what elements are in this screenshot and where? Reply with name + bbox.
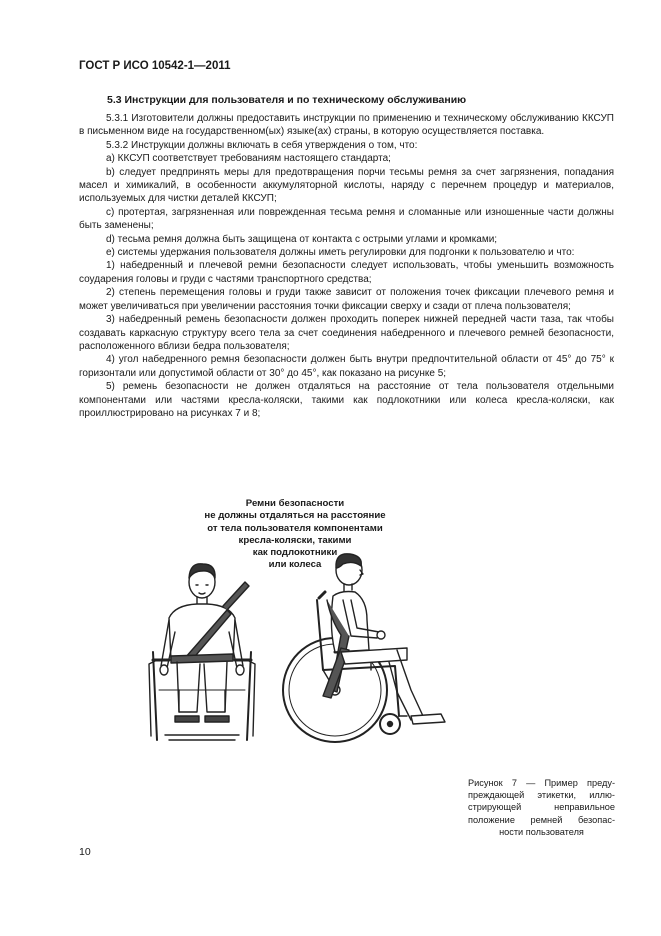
caption-line: ности пользователя bbox=[499, 826, 584, 837]
figure-label-line: как подлокотники bbox=[252, 547, 338, 559]
figure-label-line: или колеса bbox=[268, 559, 322, 571]
list-item-5: 5) ремень безопасности не должен отдаляться на расстояние от тела пользователя отдельными компонентами или частями кресла-коляски, такими как подлокотники или колеса кресла-коляски, как проиллюстрировано на рисунках 7 и 8; bbox=[79, 381, 614, 419]
list-item-a: a) ККСУП соответствует требованиям настоящего стандарта; bbox=[106, 153, 391, 165]
caption-line: положение ремней безопас- bbox=[468, 814, 615, 825]
list-item-3: 3) набедренный ремень безопасности должен проходить поперек нижней передней части таза, так чтобы создавать каркасную структуру всего тела за счет соединения набедренного и плечевого ремней безопасности, расположенного вблизи бедра пользователя; bbox=[79, 314, 614, 352]
figure-caption bbox=[468, 777, 615, 838]
document-header: ГОСТ Р ИСО 10542-1—2011 bbox=[79, 60, 231, 72]
list-item-1: 1) набедренный и плечевой ремни безопасности следует использовать, чтобы уменьшить возможность соударения головы и груди с частями транспортного средства; bbox=[79, 260, 614, 285]
list-item-2: 2) степень перемещения головы и груди также зависит от положения точек фиксации плечевого ремня и может увеличиваться при увеличении расстояния точки фиксации сверху и сзади от плеча пользователя; bbox=[79, 287, 614, 312]
section-title: 5.3 Инструкции для пользователя и по техническому обслуживанию bbox=[107, 94, 467, 106]
front-view-figure bbox=[149, 564, 255, 740]
list-item-4: 4) угол набедренного ремня безопасности должен быть внутри предпочтительной области от 45° до 75° к горизонтали или допустимой области от 30° до 45°, как показано на рисунке 5; bbox=[79, 354, 614, 379]
caption-line: стрирующей неправильное bbox=[468, 802, 615, 813]
side-view-figure bbox=[283, 554, 445, 742]
figure-label-line: Ремни безопасности bbox=[245, 498, 345, 509]
page-number: 10 bbox=[79, 846, 91, 858]
paragraph-5-3-2: 5.3.2 Инструкции должны включать в себя утверждения о том, что: bbox=[106, 139, 418, 151]
body-text bbox=[79, 112, 614, 420]
list-item-c: c) протертая, загрязненная или поврежденная тесьма ремня и сломанные или изношенные части должны быть заменены; bbox=[79, 206, 614, 232]
wheelchair-illustration bbox=[145, 540, 465, 755]
figure-label-line: не должны отдаляться на расстояние bbox=[204, 510, 386, 522]
list-item-d: d) тесьма ремня должна быть защищена от контакта с острыми углами и кромками; bbox=[106, 233, 498, 245]
list-item-b: b) следует предпринять меры для предотвращения порчи тесьмы ремня за счет загрязнения, попадания масел и химикалий, в особенности аккумуляторной кислоты, наряду с перечнем процедур и материалов, используемых для чистки деталей ККСУП; bbox=[79, 166, 614, 205]
caption-line: преждающей этикетки, иллю- bbox=[468, 790, 615, 801]
figure-label-line: кресла-коляски, такими bbox=[238, 534, 352, 546]
figure-label-line: от тела пользователя компонентами bbox=[207, 522, 383, 534]
list-item-e: e) системы удержания пользователя должны иметь регулировки для подгонки к пользователю и что: bbox=[106, 247, 575, 259]
paragraph-5-3-1: 5.3.1 Изготовители должны предоставить инструкции по применению и техническому обслуживанию ККСУП в письменном виде на государственном(ых) языке(ах) страны, в которую осуществляется поставка. bbox=[79, 113, 614, 138]
caption-line: Рисунок 7 — Пример преду- bbox=[468, 778, 615, 788]
